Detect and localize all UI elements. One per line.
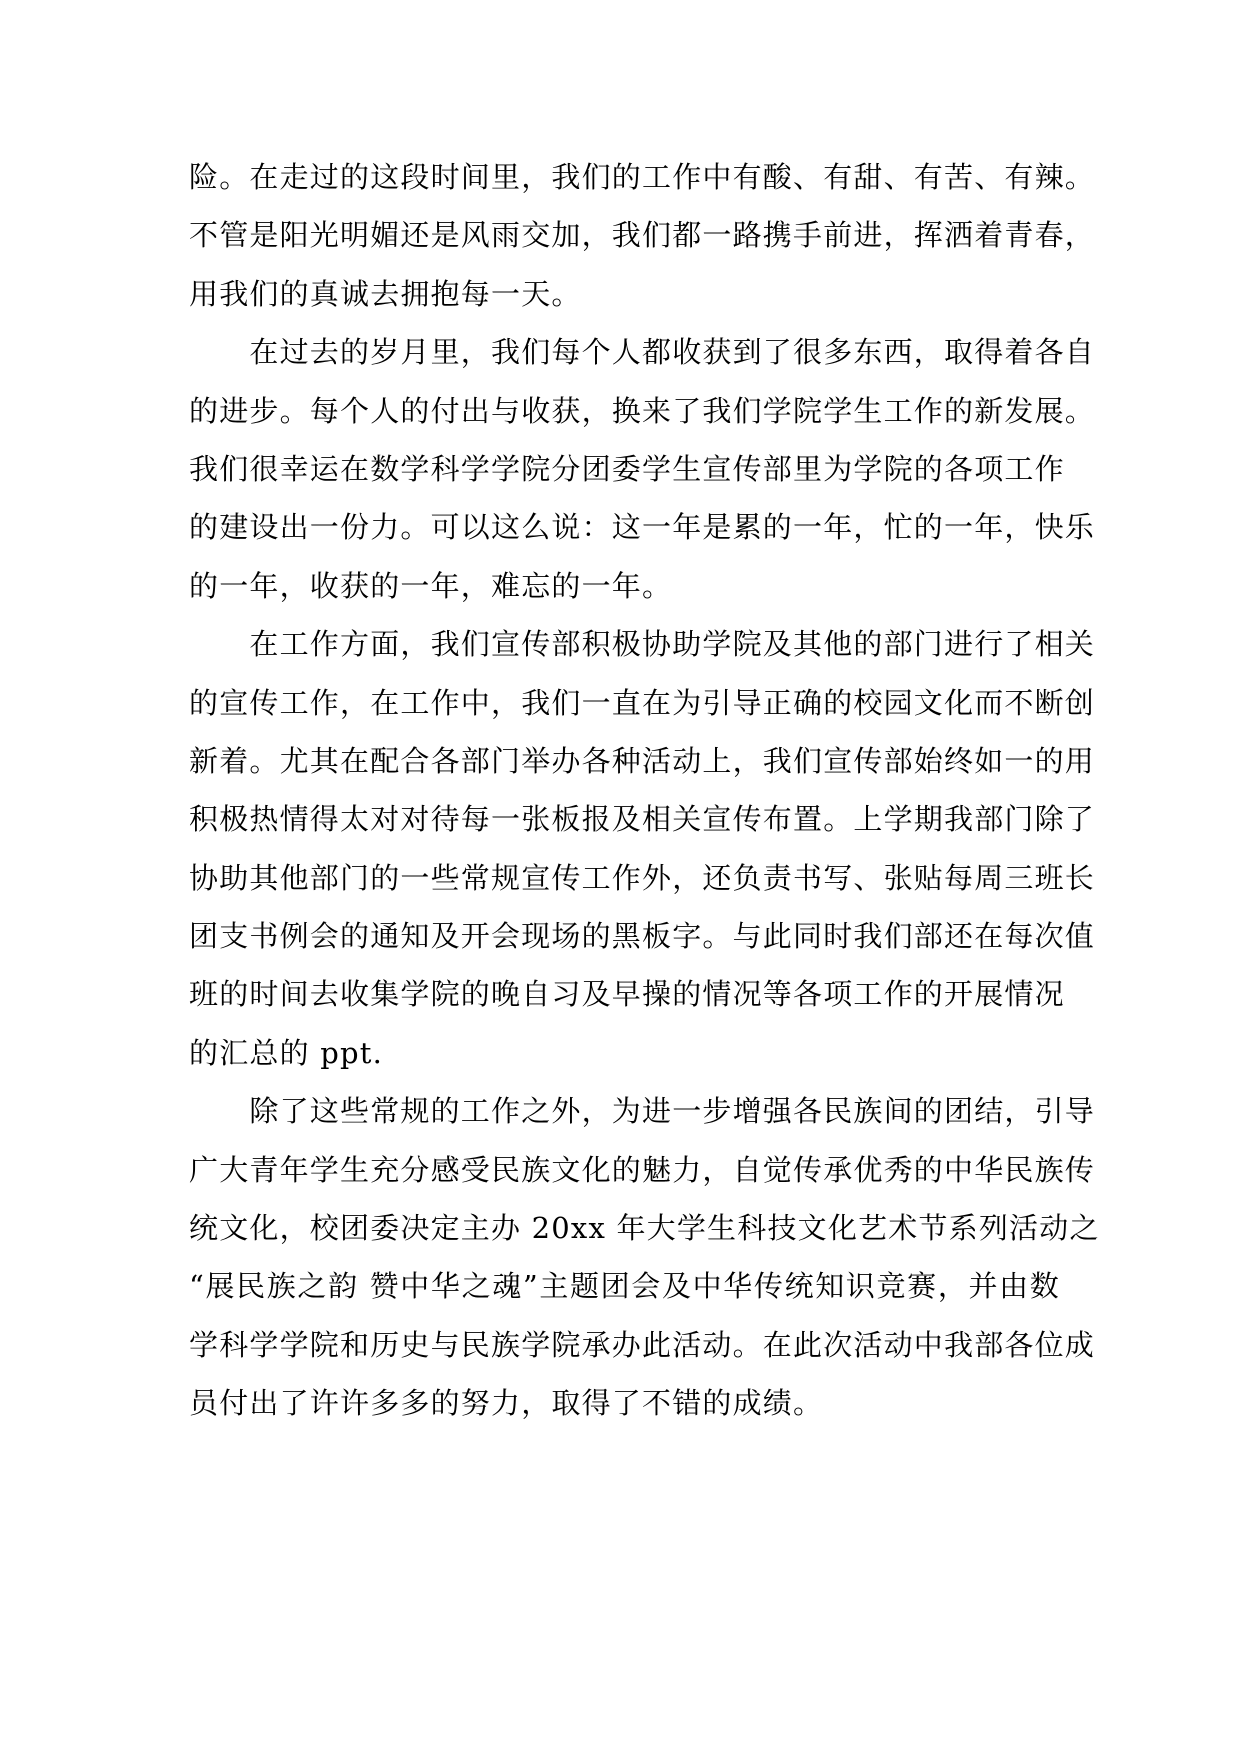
text-line: 不管是阳光明媚还是风雨交加，我们都一路携手前进，挥洒着青春， bbox=[189, 218, 1096, 253]
text-line: 广大青年学生充分感受民族文化的魅力，自觉传承优秀的中华民族传 bbox=[189, 1152, 1096, 1187]
text-line: 在过去的岁月里，我们每个人都收获到了很多东西，取得着各自 bbox=[189, 335, 1096, 370]
paragraph-2 bbox=[189, 323, 1096, 615]
text-line: 学科学学院和历史与民族学院承办此活动。在此次活动中我部各位成 bbox=[189, 1327, 1096, 1362]
text-line: 积极热情得太对对待每一张板报及相关宣传布置。上学期我部门除了 bbox=[189, 802, 1096, 837]
text-line: 的进步。每个人的付出与收获，换来了我们学院学生工作的新发展。 bbox=[189, 393, 1096, 428]
text-line: 在工作方面，我们宣传部积极协助学院及其他的部门进行了相关 bbox=[189, 627, 1096, 662]
paragraph-3 bbox=[189, 615, 1096, 1082]
text-line: 用我们的真诚去拥抱每一天。 bbox=[189, 276, 582, 311]
text-line: 险。在走过的这段时间里，我们的工作中有酸、有甜、有苦、有辣。 bbox=[189, 160, 1096, 194]
text-line: 统文化，校团委决定主办 20xx 年大学生科技文化艺术节系列活动之 bbox=[189, 1211, 1100, 1246]
text-line: 的汇总的 ppt. bbox=[189, 1035, 384, 1070]
text-line: 团支书例会的通知及开会现场的黑板字。与此同时我们部还在每次值 bbox=[189, 919, 1096, 954]
document-body bbox=[189, 148, 1100, 1433]
text-line: 我们很幸运在数学科学学院分团委学生宣传部里为学院的各项工作 bbox=[189, 451, 1065, 486]
paragraph-4 bbox=[189, 1082, 1100, 1432]
text-line: 除了这些常规的工作之外，为进一步增强各民族间的团结，引导 bbox=[189, 1094, 1096, 1129]
text-line: 协助其他部门的一些常规宣传工作外，还负责书写、张贴每周三班长 bbox=[189, 860, 1096, 895]
paragraph-1 bbox=[189, 148, 1096, 323]
text-line: 的一年，收获的一年，难忘的一年。 bbox=[189, 568, 673, 603]
text-line: 新着。尤其在配合各部门举办各种活动上，我们宣传部始终如一的用 bbox=[189, 743, 1096, 778]
text-line: 员付出了许许多多的努力，取得了不错的成绩。 bbox=[189, 1386, 824, 1421]
text-line: 的宣传工作，在工作中，我们一直在为引导正确的校园文化而不断创 bbox=[189, 685, 1096, 720]
text-line: “展民族之韵 赞中华之魂”主题团会及中华传统知识竞赛，并由数 bbox=[189, 1269, 1060, 1304]
text-line: 的建设出一份力。可以这么说：这一年是累的一年，忙的一年，快乐 bbox=[189, 510, 1096, 545]
text-line: 班的时间去收集学院的晚自习及早操的情况等各项工作的开展情况 bbox=[189, 977, 1065, 1012]
